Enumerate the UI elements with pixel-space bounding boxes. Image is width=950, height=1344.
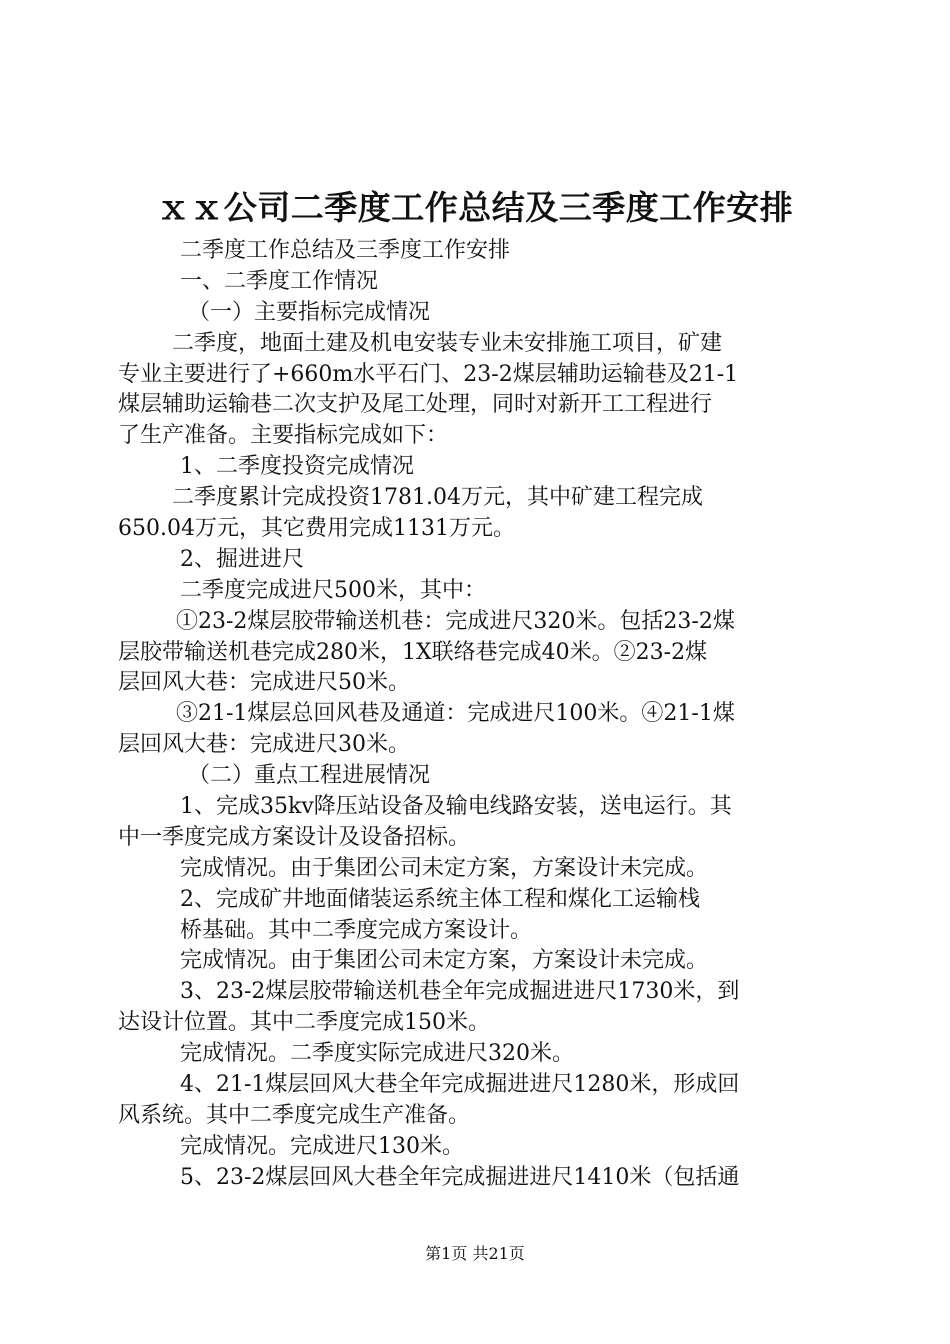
document-body — [118, 236, 834, 1194]
paragraph-line: 层胶带输送机巷完成280米，1X联络巷完成40米。②23-2煤 — [118, 639, 708, 665]
subsection-heading: （一）主要指标完成情况 — [188, 299, 431, 325]
paragraph-line: ①23-2煤层胶带输送机巷：完成进尺320米。包括23-2煤 — [176, 608, 735, 634]
paragraph-line: 完成情况。由于集团公司未定方案，方案设计未完成。 — [180, 855, 709, 881]
paragraph-line: 了生产准备。主要指标完成如下： — [118, 423, 449, 449]
paragraph-line: 二季度工作总结及三季度工作安排 — [180, 238, 511, 263]
paragraph-line: 1、完成35kv降压站设备及输电线路安装，送电运行。其 — [180, 794, 732, 820]
paragraph-line: 3、23-2煤层胶带输送机巷全年完成掘进进尺1730米，到 — [180, 979, 740, 1005]
paragraph-line: 二季度，地面土建及机电安装专业未安排施工项目，矿建 — [172, 330, 723, 356]
paragraph-line: 完成情况。完成进尺130米。 — [180, 1133, 464, 1159]
paragraph-line: 2、完成矿井地面储装运系统主体工程和煤化工运输栈 — [180, 886, 700, 912]
paragraph-line: 层回风大巷：完成进尺50米。 — [118, 670, 410, 696]
paragraph-line: 层回风大巷：完成进尺30米。 — [118, 732, 410, 758]
paragraph-line: 桥基础。其中二季度完成方案设计。 — [180, 917, 533, 943]
paragraph-line: 完成情况。二季度实际完成进尺320米。 — [180, 1041, 574, 1067]
page-number-footer: 第1页 共21页 — [425, 1244, 525, 1263]
item-heading: 2、掘进进尺 — [180, 546, 304, 572]
paragraph-line: 专业主要进行了+660m水平石门、23-2煤层辅助运输巷及21-1 — [118, 361, 739, 387]
paragraph-line: 5、23-2煤层回风大巷全年完成掘进进尺1410米（包括通 — [180, 1164, 740, 1190]
document-title: ｘｘ公司二季度工作总结及三季度工作安排 — [156, 188, 794, 227]
item-heading: 1、二季度投资完成情况 — [180, 454, 414, 480]
section-heading: 一、二季度工作情况 — [180, 268, 379, 294]
paragraph-line: 达设计位置。其中二季度完成150米。 — [118, 1010, 490, 1036]
paragraph-line: 二季度累计完成投资1781.04万元，其中矿建工程完成 — [172, 485, 703, 511]
paragraph-line: 煤层辅助运输巷二次支护及尾工处理，同时对新开工工程进行 — [118, 392, 713, 418]
paragraph-line: 风系统。其中二季度完成生产准备。 — [118, 1102, 471, 1128]
paragraph-line: 二季度完成进尺500米，其中： — [180, 577, 486, 603]
paragraph-line: 中一季度完成方案设计及设备招标。 — [118, 824, 471, 850]
paragraph-line: 4、21-1煤层回风大巷全年完成掘进进尺1280米，形成回 — [180, 1072, 740, 1098]
paragraph-line: 完成情况。由于集团公司未定方案，方案设计未完成。 — [180, 948, 709, 974]
paragraph-line: 650.04万元，其它费用完成1131万元。 — [118, 516, 515, 542]
paragraph-line: ③21-1煤层总回风巷及通道：完成进尺100米。④21-1煤 — [176, 701, 735, 727]
subsection-heading: （二）重点工程进展情况 — [188, 763, 431, 789]
